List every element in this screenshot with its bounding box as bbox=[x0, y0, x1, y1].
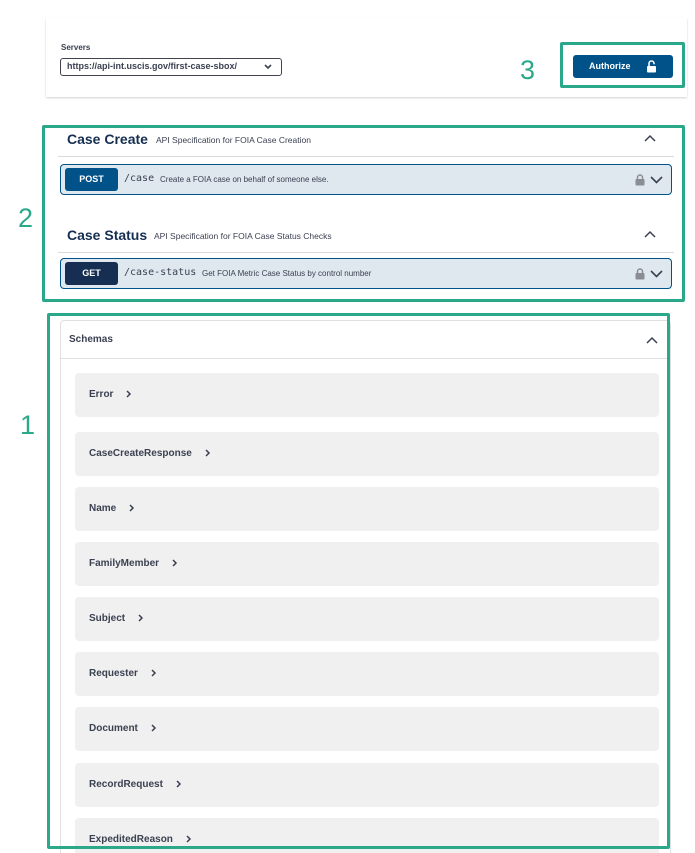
operation-summary: Get FOIA Metric Case Status by control number bbox=[202, 268, 372, 278]
schema-label: CaseCreateResponse bbox=[89, 448, 192, 459]
tag-title: Case Status bbox=[67, 227, 148, 243]
schema-label: Name bbox=[89, 503, 117, 514]
operation-path: /case bbox=[124, 173, 155, 184]
authorize-label: Authorize bbox=[589, 61, 631, 71]
callout-number-1: 1 bbox=[20, 410, 36, 440]
schemas-title: Schemas bbox=[69, 334, 113, 345]
operation-path: /case-status bbox=[124, 267, 197, 278]
callout-number-3: 3 bbox=[520, 55, 536, 85]
operation-summary: Create a FOIA case on behalf of someone else. bbox=[160, 174, 329, 184]
callout-box-2 bbox=[42, 125, 685, 302]
schema-label: RecordRequest bbox=[89, 779, 163, 790]
schema-label: Document bbox=[89, 723, 138, 734]
method-badge-post: POST bbox=[65, 168, 118, 191]
callout-number-2: 2 bbox=[18, 203, 34, 233]
servers-label: Servers bbox=[61, 43, 91, 52]
chevron-down-icon bbox=[263, 62, 273, 71]
server-select-value: https://api-int.uscis.gov/first-case-sbox/ bbox=[67, 61, 238, 71]
schema-label: Requester bbox=[89, 668, 138, 679]
schema-label: Subject bbox=[89, 613, 126, 624]
schema-label: FamilyMember bbox=[89, 558, 160, 569]
schema-label: ExpeditedReason bbox=[89, 834, 173, 845]
tag-description: API Specification for FOIA Case Status Checks bbox=[154, 231, 332, 241]
callout-box-3 bbox=[560, 42, 685, 88]
schema-label: Error bbox=[89, 389, 114, 400]
tag-title: Case Create bbox=[67, 131, 148, 147]
tag-description: API Specification for FOIA Case Creation bbox=[156, 135, 311, 145]
callout-box-1 bbox=[47, 313, 670, 849]
server-select[interactable] bbox=[60, 58, 282, 76]
method-badge-get: GET bbox=[65, 262, 118, 285]
